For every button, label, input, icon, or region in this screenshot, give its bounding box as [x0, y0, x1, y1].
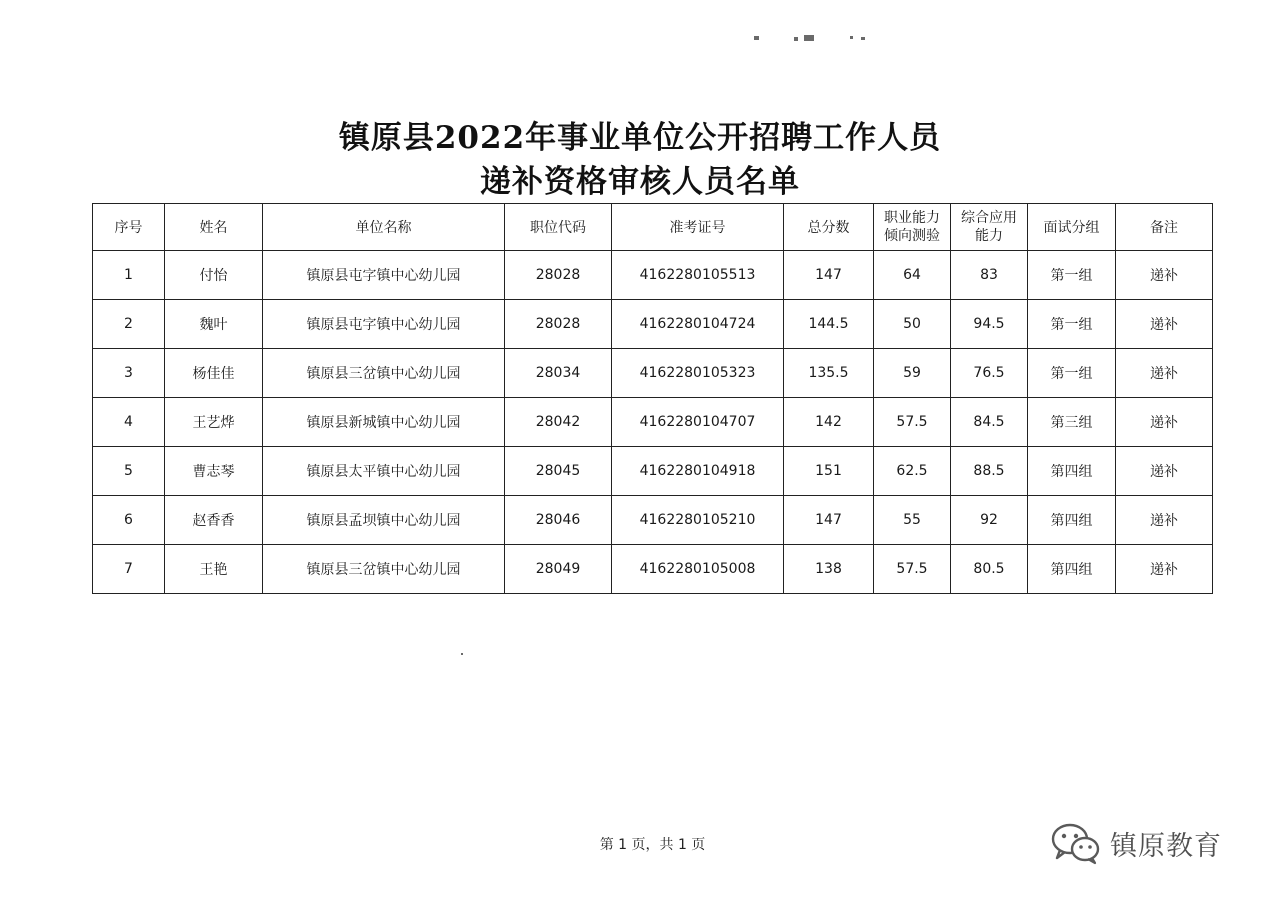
- table-row: [93, 398, 1213, 447]
- scan-speck: [804, 35, 814, 41]
- header-applied: [951, 204, 1028, 251]
- cell-aptitude: 64: [874, 251, 951, 300]
- table-row: [93, 545, 1213, 594]
- cell-remark: 递补: [1116, 496, 1213, 545]
- cell-total: 135.5: [784, 349, 874, 398]
- cell-name: 付怡: [165, 251, 263, 300]
- cell-applied: 94.5: [951, 300, 1028, 349]
- cell-unit: 镇原县太平镇中心幼儿园: [263, 447, 505, 496]
- watermark-text: 镇原教育: [1110, 830, 1222, 862]
- cell-total: 142: [784, 398, 874, 447]
- table-row: [93, 251, 1213, 300]
- cell-group: 第一组: [1028, 300, 1116, 349]
- cell-exam-id: 4162280105323: [612, 349, 784, 398]
- page-footer: 第 1 页，共 1 页: [599, 837, 706, 853]
- cell-position-code: 28049: [505, 545, 612, 594]
- table-row: [93, 447, 1213, 496]
- cell-name: 曹志琴: [165, 447, 263, 496]
- cell-seq: 2: [93, 300, 165, 349]
- header-interview-group: 面试分组: [1028, 204, 1116, 251]
- cell-exam-id: 4162280105513: [612, 251, 784, 300]
- cell-exam-id: 4162280104724: [612, 300, 784, 349]
- document-title: 镇原县2022年事业单位公开招聘工作人员: [338, 120, 942, 156]
- cell-unit: 镇原县屯字镇中心幼儿园: [263, 251, 505, 300]
- cell-total: 147: [784, 496, 874, 545]
- cell-seq: 7: [93, 545, 165, 594]
- scan-speck: [861, 37, 865, 40]
- watermark: [1050, 820, 1222, 866]
- header-applied-line2: 能力: [975, 228, 1003, 244]
- cell-position-code: 28028: [505, 251, 612, 300]
- cell-remark: 递补: [1116, 447, 1213, 496]
- header-aptitude-line1: 职业能力: [884, 210, 940, 226]
- table-header-row: [93, 204, 1213, 251]
- cell-name: 王艺烨: [165, 398, 263, 447]
- cell-remark: 递补: [1116, 251, 1213, 300]
- cell-total: 144.5: [784, 300, 874, 349]
- cell-position-code: 28045: [505, 447, 612, 496]
- cell-position-code: 28042: [505, 398, 612, 447]
- cell-applied: 84.5: [951, 398, 1028, 447]
- header-position-code: 职位代码: [505, 204, 612, 251]
- cell-remark: 递补: [1116, 300, 1213, 349]
- scan-speck: [850, 36, 853, 39]
- cell-aptitude: 57.5: [874, 398, 951, 447]
- cell-unit: 镇原县三岔镇中心幼儿园: [263, 349, 505, 398]
- cell-seq: 1: [93, 251, 165, 300]
- cell-unit: 镇原县孟坝镇中心幼儿园: [263, 496, 505, 545]
- cell-applied: 83: [951, 251, 1028, 300]
- cell-applied: 92: [951, 496, 1028, 545]
- cell-exam-id: 4162280105210: [612, 496, 784, 545]
- cell-aptitude: 55: [874, 496, 951, 545]
- header-aptitude-line2: 倾向测验: [884, 228, 940, 244]
- cell-group: 第三组: [1028, 398, 1116, 447]
- cell-seq: 5: [93, 447, 165, 496]
- cell-seq: 3: [93, 349, 165, 398]
- header-name: 姓名: [165, 204, 263, 251]
- table-row: [93, 300, 1213, 349]
- header-exam-id: 准考证号: [612, 204, 784, 251]
- scan-speck: [461, 653, 463, 655]
- cell-aptitude: 50: [874, 300, 951, 349]
- cell-exam-id: 4162280104707: [612, 398, 784, 447]
- cell-remark: 递补: [1116, 398, 1213, 447]
- cell-exam-id: 4162280105008: [612, 545, 784, 594]
- cell-name: 赵香香: [165, 496, 263, 545]
- cell-total: 138: [784, 545, 874, 594]
- cell-unit: 镇原县新城镇中心幼儿园: [263, 398, 505, 447]
- table-row: [93, 349, 1213, 398]
- cell-position-code: 28034: [505, 349, 612, 398]
- cell-aptitude: 62.5: [874, 447, 951, 496]
- cell-unit: 镇原县三岔镇中心幼儿园: [263, 545, 505, 594]
- cell-applied: 80.5: [951, 545, 1028, 594]
- cell-group: 第一组: [1028, 349, 1116, 398]
- cell-total: 151: [784, 447, 874, 496]
- scan-speck: [794, 37, 798, 41]
- cell-remark: 递补: [1116, 545, 1213, 594]
- header-aptitude: [874, 204, 951, 251]
- cell-name: 魏叶: [165, 300, 263, 349]
- table-row: [93, 496, 1213, 545]
- header-applied-line1: 综合应用: [961, 210, 1017, 226]
- cell-aptitude: 59: [874, 349, 951, 398]
- candidate-table: [92, 203, 1213, 594]
- cell-applied: 76.5: [951, 349, 1028, 398]
- cell-total: 147: [784, 251, 874, 300]
- cell-unit: 镇原县屯字镇中心幼儿园: [263, 300, 505, 349]
- cell-seq: 4: [93, 398, 165, 447]
- cell-aptitude: 57.5: [874, 545, 951, 594]
- cell-group: 第四组: [1028, 496, 1116, 545]
- cell-group: 第四组: [1028, 545, 1116, 594]
- cell-applied: 88.5: [951, 447, 1028, 496]
- cell-seq: 6: [93, 496, 165, 545]
- cell-position-code: 28028: [505, 300, 612, 349]
- cell-group: 第一组: [1028, 251, 1116, 300]
- scan-speck: [754, 36, 759, 40]
- cell-exam-id: 4162280104918: [612, 447, 784, 496]
- header-remarks: 备注: [1116, 204, 1213, 251]
- header-total: 总分数: [784, 204, 874, 251]
- header-seq: 序号: [93, 204, 165, 251]
- cell-position-code: 28046: [505, 496, 612, 545]
- document-subtitle: 递补资格审核人员名单: [480, 164, 800, 200]
- wechat-logo-icon: [1050, 821, 1102, 865]
- cell-name: 王艳: [165, 545, 263, 594]
- cell-group: 第四组: [1028, 447, 1116, 496]
- header-unit: 单位名称: [263, 204, 505, 251]
- cell-name: 杨佳佳: [165, 349, 263, 398]
- cell-remark: 递补: [1116, 349, 1213, 398]
